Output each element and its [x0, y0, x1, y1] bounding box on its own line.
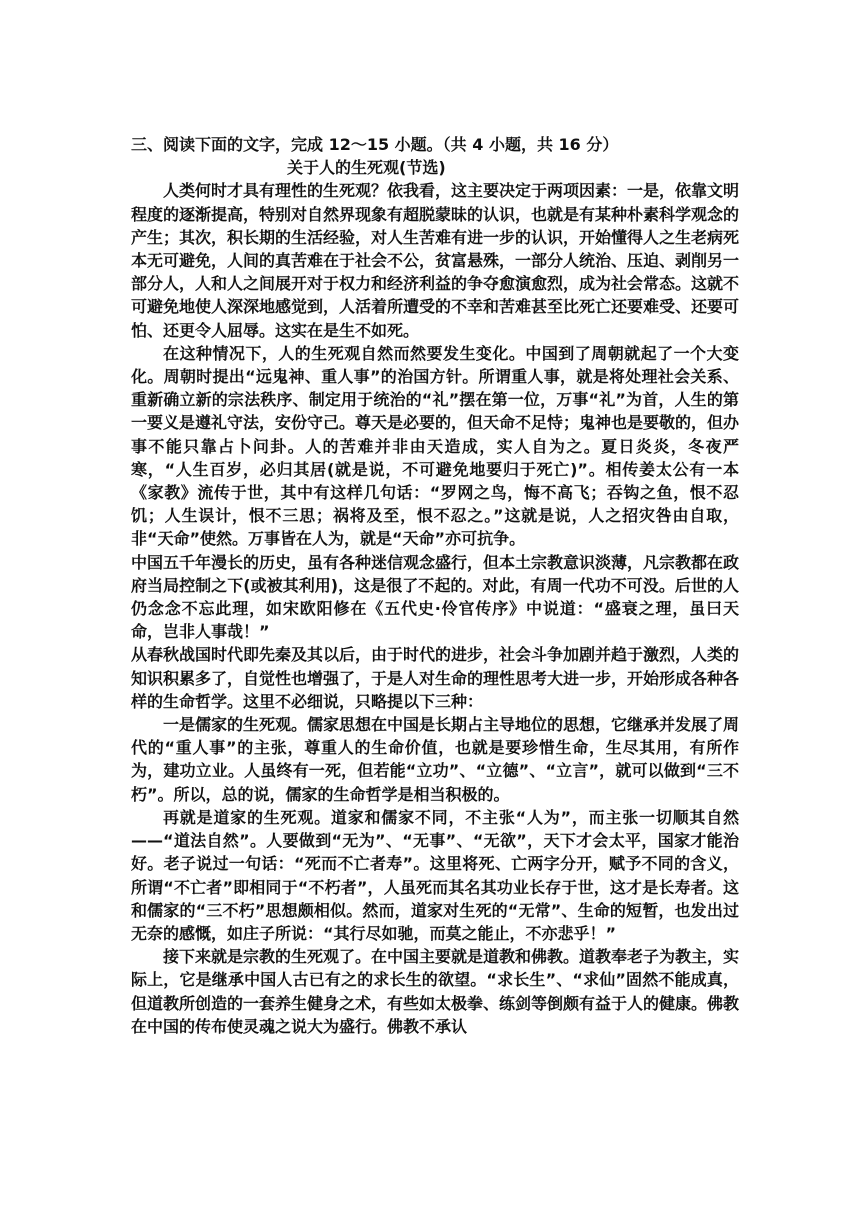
paragraph-2: 在这种情况下，人的生死观自然而然要发生变化。中国到了周朝就起了一个大变化。周朝时提出“远鬼神、重人事”的治国方针。所谓重人事，就是将处理社会关系、重新确立新的宗法秩序、制定用于统治的“礼”摆在第一位，万事“礼”为首，人生的第一要义是遵礼守法，安份守己。尊天是必要的，但天命不足恃；鬼神也是要敬的，但办事不能只靠占卜问卦。人的苦难并非由天造成，实人自为之。夏日炎炎，冬夜严寒，“人生百岁，必归其居(就是说，不可避免地要归于死亡)”。相传姜太公有一本《家教》流传于世，其中有这样几句话：“罗网之鸟，悔不高飞；吞钩之鱼，恨不忍饥；人生误计，恨不三思；祸将及至，恨不忍之。”这就是说，人之招灾咎由自取，非“天命”使然。万事皆在人为，就是“天命”亦可抗争。: [131, 343, 740, 549]
paragraph-6: 再就是道家的生死观。道家和儒家不同，不主张“人为”，而主张一切顺其自然——“道法自然”。人要做到“无为”、“无事”、“无欲”，天下才会太平，国家才能治好。老子说过一句话：“死而不亡者寿”。这里将死、亡两字分开，赋予不同的含义，所谓“不亡者”即相同于“不朽者”，人虽死而其名其功业长存于世，这才是长寿者。这和儒家的“三不朽”思想颇相似。然而，道家对生死的“无常”、生命的短暂，也发出过无奈的感慨，如庄子所说：“其行尽如驰，而莫之能止，不亦悲乎！”: [131, 807, 739, 943]
paragraph-4: 从春秋战国时代即先秦及其以后，由于时代的进步，社会斗争加剧并趋于激烈，人类的知识积累多了，自觉性也增强了，于是人对生命的理性思考大进一步，开始形成各种各样的生命哲学。这里不必细说，只略提以下三种：: [131, 645, 740, 711]
paragraph-1: 人类何时才具有理性的生死观？依我看，这主要决定于两项因素：一是，依靠文明程度的逐渐提高，特别对自然界现象有超脱蒙昧的认识，也就是有某种朴素科学观念的产生；其次，积长期的生活经验，对人生苦难有进一步的认识，开始懂得人之生老病死本无可避免，人间的真苦难在于社会不公，贫富悬殊，一部分人统治、压迫、剥削另一部分人，人和人之间展开对于权力和经济利益的争夺愈演愈烈，成为社会常态。这就不可避免地使人深深地感觉到，人活着所遭受的不幸和苦难甚至比死亡还要难受、还要可怕、还更令人屈辱。这实在是生不如死。: [131, 181, 740, 340]
paragraph-5: 一是儒家的生死观。儒家思想在中国是长期占主导地位的思想，它继承并发展了周代的“重人事”的主张，尊重人的生命价值，也就是要珍惜生命，生尽其用，有所作为，建功立业。人虽终有一死，但若能“立功”、“立德”、“立言”，就可以做到“三不朽”。所以，总的说，儒家的生命哲学是相当积极的。: [131, 715, 740, 804]
article-title: 关于人的生死观(节选): [287, 158, 446, 178]
paragraph-7: 接下来就是宗教的生死观了。在中国主要就是道教和佛教。道教奉老子为教主，实际上，它是继承中国人古已有之的求长生的欲望。“求长生”、“求仙”固然不能成真，但道教所创造的一套养生健身之术，有些如太极拳、练剑等倒颇有益于人的健康。佛教在中国的传布使灵魂之说大为盛行。佛教不承认: [131, 947, 740, 1036]
paragraph-3: 中国五千年漫长的历史，虽有各种迷信观念盛行，但本土宗教意识淡薄，凡宗教都在政府当局控制之下(或被其利用)，这是很了不起的。对此，有周一代功不可没。后世的人仍念念不忘此理，如宋欧阳修在《五代史·伶官传序》中说道：“盛衰之理，虽曰天命，岂非人事哉！”: [131, 552, 740, 642]
question-header: 三、阅读下面的文字，完成 12～15 小题。（共 4 小题，共 16 分）: [131, 135, 619, 154]
exam-page: [131, 133, 739, 1038]
